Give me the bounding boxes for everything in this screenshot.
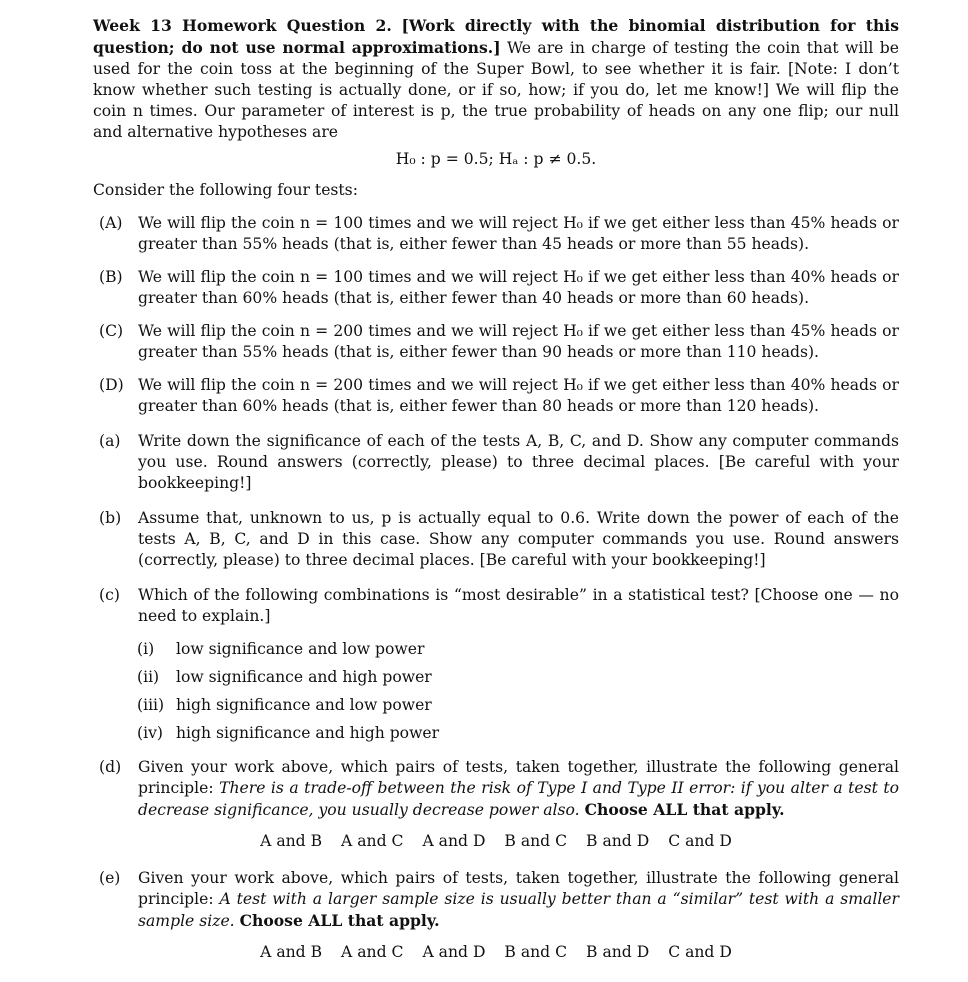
testing-note: [Note: I don’t know whether such testing is actually done, or if so, how; if you do, let me know!]: [93, 60, 900, 99]
instruction-text: Choose ALL that apply.: [239, 911, 440, 930]
hypotheses: H₀ : p = 0.5; Hₐ : p ≠ 0.5.: [395, 150, 597, 168]
option-iii: [93, 691, 899, 719]
question-text: Given your work above, which pairs of tests, taken together, illustrate the following general principle:: [138, 869, 899, 908]
pair-choice[interactable]: A and C: [341, 832, 404, 850]
option-label: (ii): [137, 668, 160, 686]
question-c: [93, 585, 899, 627]
question-title: Week 13 Homework Question 2.: [93, 16, 392, 35]
option-label: (iii): [137, 696, 165, 714]
test-text: We will flip the coin n = 100 times and we will reject H₀ if we get either less than 45% heads or greater than 55% heads (that is, either fewer than 45 heads or more than 55 heads).: [138, 214, 899, 253]
question-label: (b): [99, 509, 122, 527]
pair-choice[interactable]: B and D: [586, 832, 650, 850]
principle-text: A test with a larger sample size is usually better than a “similar” test with a smaller sample size.: [138, 890, 899, 930]
instruction-text: Choose ALL that apply.: [584, 800, 785, 819]
question-text: Given your work above, which pairs of tests, taken together, illustrate the following general principle:: [138, 758, 899, 797]
pair-choice[interactable]: A and B: [260, 832, 323, 850]
test-text: We will flip the coin n = 200 times and we will reject H₀ if we get either less than 45% heads or greater than 55% heads (that is, either fewer than 90 heads or more than 110 heads).: [138, 322, 899, 361]
question-e: [93, 868, 899, 932]
test-label: (D): [99, 376, 124, 394]
question-text: Assume that, unknown to us, p is actually equal to 0.6. Write down the power of each of the tests A, B, C, and D in this case. Show any computer commands you use. Round answers (correctly, please) to three decimal places. [Be careful with your bookkeeping!]: [138, 509, 899, 569]
test-label: (C): [99, 322, 124, 340]
question-label: (d): [99, 758, 122, 776]
pair-choice[interactable]: A and D: [422, 943, 486, 961]
test-label: (B): [99, 268, 123, 286]
question-label: (e): [99, 869, 121, 887]
intro-text: We are in charge of testing the coin that will be used for the coin toss at the beginning of the Super Bowl, to see whether it is fair.: [93, 39, 899, 78]
tests-intro: Consider the following four tests:: [93, 181, 358, 199]
question-label: (a): [99, 432, 121, 450]
test-d: [93, 375, 899, 417]
pair-choices-d: [93, 831, 899, 852]
intro-text-2: We will flip the coin n times. Our parameter of interest is p, the true probability of heads on any one flip; our null and alternative hypotheses are: [93, 81, 899, 141]
test-text: We will flip the coin n = 100 times and we will reject H₀ if we get either less than 40% heads or greater than 60% heads (that is, either fewer than 40 heads or more than 60 heads).: [138, 268, 899, 307]
question-b: [93, 508, 899, 571]
test-b: [93, 267, 899, 309]
pair-choice[interactable]: B and C: [504, 943, 568, 961]
option-text: low significance and high power: [176, 668, 432, 686]
option-text: low significance and low power: [176, 640, 425, 658]
option-iv: [93, 719, 899, 747]
pair-choice[interactable]: C and D: [668, 943, 732, 961]
option-ii: [93, 663, 899, 691]
pair-choice[interactable]: B and D: [586, 943, 650, 961]
option-text: high significance and high power: [176, 724, 440, 742]
pair-choice[interactable]: A and D: [422, 832, 486, 850]
principle-text: There is a trade-off between the risk of Type I and Type II error: if you alter a test to decrease significance, you usually decrease power also.: [138, 779, 899, 819]
option-label: (iv): [137, 724, 163, 742]
pair-choices-e: [93, 942, 899, 963]
question-text: Write down the significance of each of the tests A, B, C, and D. Show any computer commands you use. Round answers (correctly, please) to three decimal places. [Be careful with your bookkeeping!]: [138, 432, 899, 492]
test-a: [93, 213, 899, 255]
test-c: [93, 321, 899, 363]
question-a: [93, 431, 899, 494]
question-intro: [93, 15, 899, 143]
option-label: (i): [137, 640, 155, 658]
option-text: high significance and low power: [176, 696, 432, 714]
option-list: [93, 635, 899, 747]
question-text: Which of the following combinations is “most desirable” in a statistical test? [Choose one — no need to explain.]: [138, 586, 899, 625]
test-label: (A): [99, 214, 123, 232]
question-d: [93, 757, 899, 821]
approximation-note: [Work directly with the binomial distribution for this question; do not use normal approximations.]: [93, 16, 899, 57]
question-label: (c): [99, 586, 120, 604]
pair-choice[interactable]: C and D: [668, 832, 732, 850]
option-i: [93, 635, 899, 663]
test-text: We will flip the coin n = 200 times and we will reject H₀ if we get either less than 40% heads or greater than 60% heads (that is, either fewer than 80 heads or more than 120 heads).: [138, 376, 899, 415]
homework-page: [93, 15, 899, 967]
pair-choice[interactable]: B and C: [504, 832, 568, 850]
pair-choice[interactable]: A and C: [341, 943, 404, 961]
pair-choice[interactable]: A and B: [260, 943, 323, 961]
